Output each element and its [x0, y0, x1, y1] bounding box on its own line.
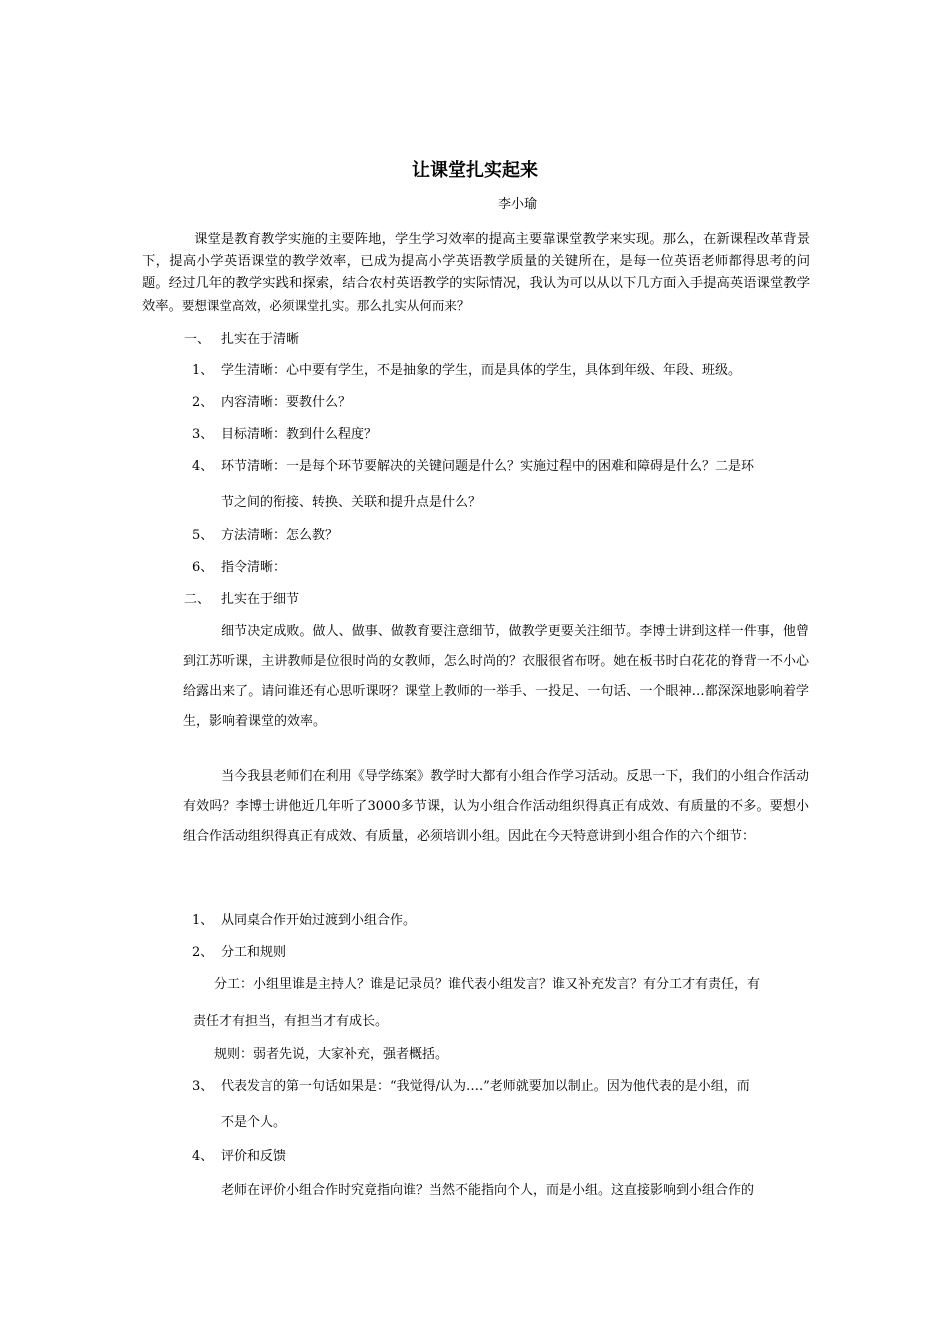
evaluation-paragraph: 老师在评价小组合作时究竟指向谁？当然不能指向个人，而是小组。这直接影响到小组合作的 — [221, 1183, 755, 1198]
intro-bold-text: 课堂是教育教学实施的主要阵地，学生学习效率的提高主要靠课堂教学来实现。那么，在新课程改革背景下，提高小学英语课堂的教学效率，已成为提高小学英语教学质量的关键所在，是每一位英语老师都得思考的问题。经过几年的教学实践和探索，结合农村英语教学的实际情况，我认为可以从以下几方面入手提高英语课堂教学效率。 — [142, 232, 810, 314]
intro-tail-text: 要想课堂高效，必须课堂扎实。那么扎实从何而来？ — [181, 298, 470, 313]
division-of-labor-line-2: 责任才有担当，有担当才有成长。 — [193, 1014, 389, 1029]
author-name: 李小瑜 — [498, 197, 538, 212]
list-item-continuation: 不是个人。 — [221, 1115, 287, 1130]
document-title: 让课堂扎实起来 — [412, 160, 538, 181]
paragraph-group-work: 当今我县老师们在利用《导学练案》教学时大都有小组合作学习活动。反思一下，我们的小组合作活动有效吗？李博士讲他近几年听了3000多节课，认为小组合作活动组织得真正有成效、有质量的不多。要想小组合作活动组织得真正有成效、有质量，必须培训小组。因此在今天特意讲到小组合作的六个细节： — [183, 769, 809, 844]
rules-line: 规则：弱者先说，大家补充，强者概括。 — [214, 1047, 449, 1062]
list-item-continuation: 节之间的衔接、转换、关联和提升点是什么？ — [221, 495, 482, 510]
division-of-labor-line-1: 分工：小组里谁是主持人？谁是记录员？谁代表小组发言？谁又补充发言？有分工才有责任，有 — [214, 977, 761, 992]
intro-paragraph — [142, 229, 810, 318]
document-page: 让课堂扎实起来 李小瑜 课堂是教育教学实施的主要阵地，学生学习效率的提高主要靠课堂教学来实现。那么，在新课程改革背景下，提高小学英语课堂的教学效率，已成为提高小学英语教学质量的关键所在，是每一位英语老师都得思考的问题。经过几年的教学实践和探索，结合农村英语教学的实际情况，我认为可以从以下几方面入手提高英语课堂教学效率。要想课堂高效，必须课堂扎实。那么扎实从何而来？ 一、 扎实在于清晰 1、 学生清晰：心中要有学生，不是抽象的学生，而是具体的学生，具体到年级、年段、班级。 2、 内容清晰：要教什么？ 3、 目标清晰：教到什么程度？ 4、 环节清晰：一是每个环节要解决的关键问题是什么？实施过程中的困难和障碍是什么？二是环 节之间的衔接、转换、关联和提升点是什么？ 5、 方法清晰：怎么教？ 6、 指令清晰： 二、 扎实在于细节 细节决定成败。做人、做事、做教育要注意细节，做教学更要关注细节。李博士讲到这样一件事，他曾到江苏听课，主讲教师是位很时尚的女教师，怎么时尚的？衣服很省布呀。她在板书时白花花的脊背一不小心给露出来了。请问谁还有心思听课呀？课堂上教师的一举手、一投足、一句话、一个眼神…都深深地影响着学生，影响着课堂的效率。 当今我县老师们在利用《导学练案》教学时大都有小组合作学习活动。反思一下，我们的小组合作活动有效吗？李博士讲他近几年听了3000多节课，认为小组合作活动组织得真正有成效、有质量的不多。要想小组合作活动组织得真正有成效、有质量，必须培训小组。因此在今天特意讲到小组合作的六个细节： 1、 从同桌合作开始过渡到小组合作。 2、 分工和规则 分工：小组里谁是主持人？谁是记录员？谁代表小组发言？谁又补充发言？有分工才有责任，有 责任才有担当，有担当才有成长。 规则：弱者先说，大家补充，强者概括。 3、 代表发言的第一句话如果是：“我觉得/认为….”老师就要加以制止。因为他代表的是小组，而 不是个人。 4、 评价和反馈 老师在评价小组合作时究竟指向谁？当然不能指向个人，而是小组。这直接影响到小组合作的 — [0, 0, 950, 1344]
paragraph-details: 细节决定成败。做人、做事、做教育要注意细节，做教学更要关注细节。李博士讲到这样一件事，他曾到江苏听课，主讲教师是位很时尚的女教师，怎么时尚的？衣服很省布呀。她在板书时白花花的脊背一不小心给露出来了。请问谁还有心思听课呀？课堂上教师的一举手、一投足、一句话、一个眼神…都深深地影响着学生，影响着课堂的效率。 — [183, 624, 809, 729]
